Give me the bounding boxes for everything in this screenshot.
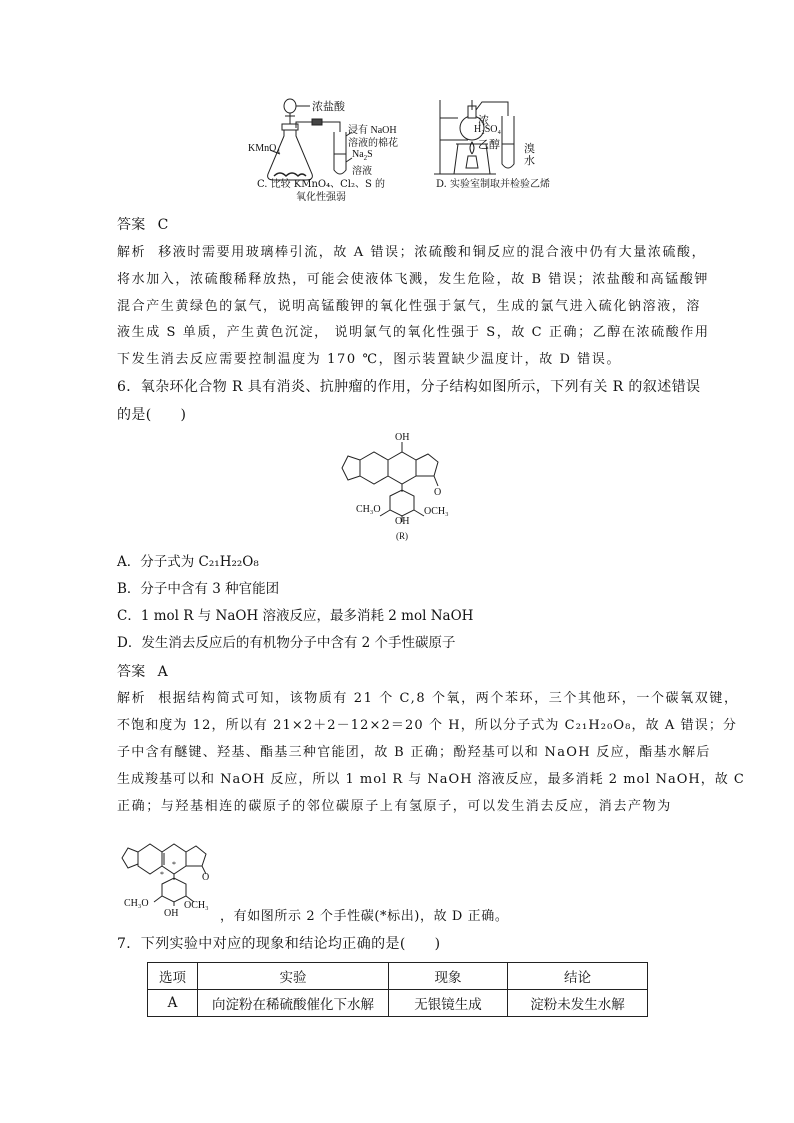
table-header-conclusion: 结论 [508,963,648,990]
option-c-text: 1 mol R 与 NaOH 溶液反应，最多消耗 2 mol NaOH [140,608,474,624]
structure-o-carbonyl: O [434,487,442,498]
na2s-text-1: Na [352,149,364,160]
option-d [117,633,456,653]
option-c [117,606,473,626]
label-ethanol: 乙醇 [478,139,500,151]
table-header-experiment: 实验 [198,963,389,990]
label-cotton-1: 浸有 NaOH [348,125,397,136]
label-bromine-2: 水 [524,155,535,167]
q5-explain-label: 解析 [117,245,147,260]
q6-answer-value: A [157,664,169,680]
table-header-phenomenon: 现象 [389,963,508,990]
q6-explain-label: 解析 [117,691,147,706]
label-bromine-1: 溴 [524,143,535,155]
table-header-option: 选项 [148,963,198,990]
q6-explain-5: 正确；与羟基相连的碳原子的邻位碳原子上有氢原子，可以发生消去反应，消去产物为 [117,799,672,814]
option-a-label: A． [117,554,141,570]
q6-explain-3: 子中含有醚键、羟基、酯基三种官能团，故 B 正确；酚羟基可以和 NaOH 反应，酯基水解后 [117,745,711,760]
q5-answer-value: C [157,217,169,233]
q6-answer [117,662,677,682]
structure-oh-top: OH [395,432,410,443]
q5-explain-2: 将水加入，浓硫酸稀释放热，可能会使液体飞溅，发生危险，故 B 错误；浓盐酸和高锰酸钾 [117,272,710,287]
product-oh: OH [164,908,179,919]
table-cell-conclusion: 淀粉未发生水解 [508,990,648,1017]
caption-c-line-1: C. 比较 KMnO₄、Cl₂、S 的 [256,179,386,190]
option-a-text: 分子式为 C₂₁H₂₂O₈ [140,554,259,570]
caption-c-line-2: 氧化性强弱 [296,192,346,203]
option-b-label: B． [117,581,141,597]
structure-och3: OCH₃ [424,506,449,517]
q6-stem-2: 的是( ) [117,407,187,423]
na2s-sub: 2 [363,154,368,162]
label-cotton-2: 溶液的棉花 [348,138,398,149]
q5-explain-5: 下发生消去反应需要控制温度为 170 ℃，图示装置缺少温度计，故 D 错误。 [117,352,622,367]
label-hcl: 浓盐酸 [312,101,345,113]
structure-oh-bottom: OH [395,516,410,527]
kmno4-text: KMnO [248,143,277,154]
na2s-text-2: S [367,149,373,160]
kmno4-sub: 4 [276,148,280,156]
option-c-label: C． [117,608,141,624]
option-d-label: D． [117,635,142,651]
q7-table [147,962,648,1017]
product-o-carbonyl: O [202,872,210,883]
q6-stem-1: 6．氧杂环化合物 R 具有消炎、抗肿瘤的作用，分子结构如图所示，下列有关 R 的叙述错误 [117,379,701,395]
q6-explain-text-1: 根据结构简式可知，该物质有 21 个 C,8 个氧，两个苯环，三个其他环，一个碳氧双键， [158,691,739,706]
q5-explain-1 [117,243,707,263]
option-b [117,579,279,599]
q5-answer-label: 答案 [117,217,146,233]
label-conc: 浓 [478,115,489,127]
structure-ch3o: CH₃O [356,504,381,515]
q5-answer [117,215,677,235]
table-cell-experiment: 向淀粉在稀硫酸催化下水解 [198,990,389,1017]
caption-d: D. 实验室制取并检验乙烯 [435,179,551,190]
q6-explain-1 [117,689,739,709]
label-kmno4 [248,143,280,156]
label-na2s [352,149,373,162]
label-na2s-solution: 溶液 [352,166,372,177]
q6-explain-4: 生成羧基可以和 NaOH 反应，所以 1 mol R 与 NaOH 溶液反应，最多消耗 2 mol NaOH，故 C [117,772,745,787]
label-h2so4: H₂SO₄ [474,124,501,135]
structure-name: (R) [396,531,408,541]
product-ch3o: CH₃O [124,898,149,909]
product-och3: OCH₃ [184,900,209,911]
option-d-text: 发生消去反应后的有机物分子中含有 2 个手性碳原子 [141,635,456,651]
option-b-text: 分子中含有 3 种官能团 [140,581,280,597]
q6-answer-label: 答案 [117,664,146,680]
product-star-1: * [172,860,176,869]
q6-explain-2: 不饱和度为 12，所以有 21×2＋2－12×2＝20 个 H，所以分子式为 C₂₁H₂₀O₈，故 A 错误；分 [117,718,738,733]
table-cell-phenomenon: 无银镜生成 [389,990,508,1017]
q5-explain-3: 混合产生黄绿色的氯气，说明高锰酸钾的氧化性强于氯气，生成的氯气进入硫化钠溶液，溶 [117,299,702,314]
product-star-2: * [160,870,164,879]
option-a [117,552,259,572]
q7-stem: 7．下列实验中对应的现象和结论均正确的是( ) [117,936,441,952]
table-row [148,990,648,1017]
q6-tail: ，有如图所示 2 个手性碳(*标出)，故 D 正确。 [220,909,509,924]
q5-explain-4: 液生成 S 单质，产生黄色沉淀， 说明氯气的氧化性强于 S，故 C 正确；乙醇在浓硫酸作用 [117,325,710,340]
table-cell-option: A [148,990,198,1017]
q5-explain-text-1: 移液时需要用玻璃棒引流，故 A 错误；浓硫酸和铜反应的混合液中仍有大量浓硫酸， [158,245,707,260]
caption-c [246,178,396,204]
table-header-row [148,963,648,990]
